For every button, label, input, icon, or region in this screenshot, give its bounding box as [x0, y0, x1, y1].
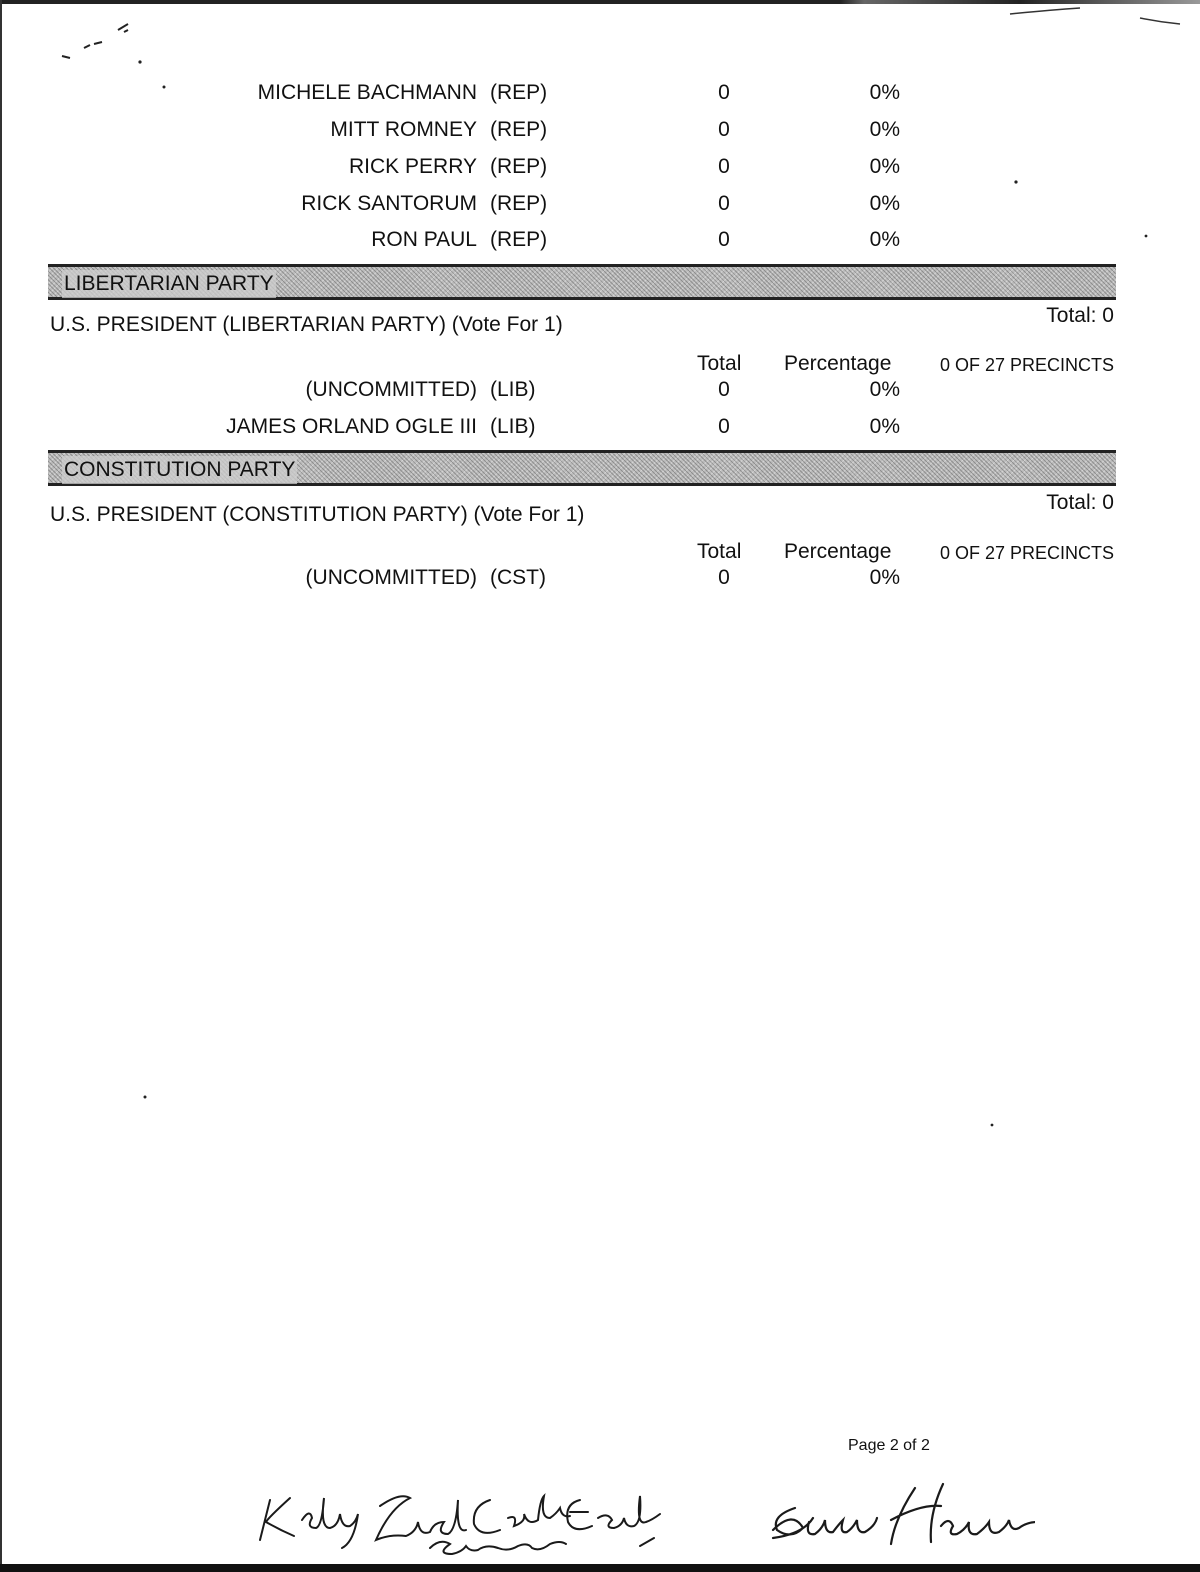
result-row-rep-2 [0, 152, 1200, 182]
candidate-party: (REP) [490, 155, 548, 178]
candidate-total: 0 [718, 81, 730, 104]
page-bottom-edge [0, 1564, 1200, 1572]
candidate-total: 0 [718, 192, 730, 215]
precincts-reporting-libertarian: 0 OF 27 PRECINCTS [939, 355, 1114, 375]
candidate-percentage: 0% [869, 415, 900, 438]
result-row-rep-3 [0, 189, 1200, 219]
signature-right [765, 1478, 1035, 1558]
result-row-cst-0 [0, 563, 1200, 593]
race-total-constitution: Total: 0 [1046, 491, 1114, 514]
candidate-total: 0 [718, 118, 730, 141]
candidate-party: (CST) [490, 566, 546, 589]
candidate-total: 0 [718, 415, 730, 438]
candidate-percentage: 0% [869, 192, 900, 215]
candidate-percentage: 0% [869, 228, 900, 251]
race-title-libertarian: U.S. PRESIDENT (LIBERTARIAN PARTY) (Vote For 1) [50, 313, 563, 336]
result-row-rep-0 [0, 78, 1200, 108]
race-total-libertarian: Total: 0 [1046, 304, 1114, 327]
candidate-party: (REP) [490, 118, 548, 141]
candidate-total: 0 [718, 228, 730, 251]
result-row-rep-1 [0, 115, 1200, 145]
candidate-name: MICHELE BACHMANN [257, 81, 477, 104]
candidate-party: (LIB) [490, 378, 536, 401]
column-header-total: Total [697, 352, 742, 375]
party-header-label: LIBERTARIAN PARTY [62, 270, 276, 298]
candidate-percentage: 0% [869, 81, 900, 104]
result-row-lib-1 [0, 412, 1200, 442]
signature-left [250, 1470, 720, 1565]
candidate-party: (REP) [490, 228, 548, 251]
result-row-lib-0 [0, 375, 1200, 405]
party-header-constitution [48, 450, 1116, 486]
page-top-edge [0, 0, 1200, 4]
precincts-reporting-constitution: 0 OF 27 PRECINCTS [939, 543, 1114, 563]
party-header-label: CONSTITUTION PARTY [62, 456, 297, 484]
candidate-name: (UNCOMMITTED) [305, 566, 477, 589]
candidate-party: (REP) [490, 192, 548, 215]
candidate-name: RON PAUL [371, 228, 477, 251]
page-number: Page 2 of 2 [848, 1437, 930, 1454]
candidate-name: MITT ROMNEY [330, 118, 477, 141]
race-title-constitution: U.S. PRESIDENT (CONSTITUTION PARTY) (Vote For 1) [50, 503, 585, 526]
column-header-total: Total [697, 540, 742, 563]
party-header-libertarian [48, 264, 1116, 300]
candidate-percentage: 0% [869, 118, 900, 141]
result-row-rep-4 [0, 225, 1200, 255]
candidate-total: 0 [718, 155, 730, 178]
candidate-percentage: 0% [869, 566, 900, 589]
candidate-name: RICK PERRY [349, 155, 477, 178]
candidate-name: RICK SANTORUM [301, 192, 477, 215]
candidate-total: 0 [718, 378, 730, 401]
candidate-party: (REP) [490, 81, 548, 104]
column-header-percentage: Percentage [784, 352, 892, 375]
candidate-total: 0 [718, 566, 730, 589]
candidate-percentage: 0% [869, 378, 900, 401]
candidate-name: (UNCOMMITTED) [305, 378, 477, 401]
column-header-percentage: Percentage [784, 540, 892, 563]
candidate-name: JAMES ORLAND OGLE III [226, 415, 477, 438]
candidate-percentage: 0% [869, 155, 900, 178]
candidate-party: (LIB) [490, 415, 536, 438]
